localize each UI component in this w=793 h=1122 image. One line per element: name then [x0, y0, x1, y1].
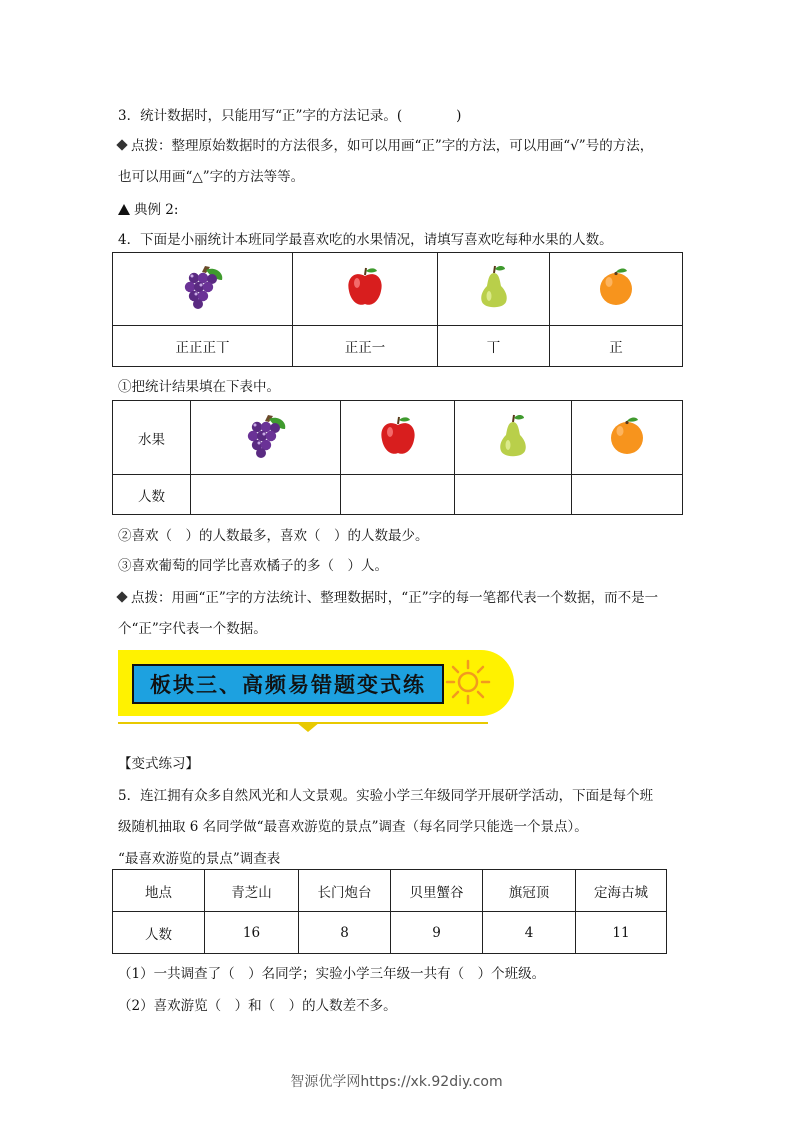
attractions-table	[112, 869, 667, 954]
apple-icon	[345, 267, 385, 307]
hint-3-line-1: 点拨：整理原始数据时的方法很多，如可以用画“正”字的方法，可以用画“√”号的方法，	[131, 138, 654, 154]
pear-icon	[476, 265, 512, 309]
value-cell: 9	[391, 912, 483, 954]
sub-question-1: ①把统计结果填在下表中。	[118, 379, 280, 395]
count-answer-cell[interactable]	[341, 475, 455, 515]
value-cell: 11	[576, 912, 667, 954]
orange-icon	[607, 416, 647, 456]
diamond-icon	[116, 591, 127, 602]
header-cell: 长门炮台	[299, 870, 391, 912]
header-cell: 地点	[113, 870, 205, 912]
header-cell: 旗冠顶	[483, 870, 576, 912]
section-banner	[118, 650, 514, 738]
hint-4-line-2: 个“正”字代表一个数据。	[118, 621, 267, 637]
question-5-sub-1: （1）一共调查了（ ）名同学；实验小学三年级一共有（ ）个班级。	[118, 966, 546, 982]
tally-cell: 正正一	[293, 326, 438, 367]
attractions-count-row	[113, 912, 667, 954]
count-answer-cell[interactable]	[191, 475, 341, 515]
fruit-cell	[341, 401, 455, 475]
question-5-line-1: 5．连江拥有众多自然风光和人文景观。实验小学三年级同学开展研学活动，下面是每个班	[118, 788, 654, 804]
banner-tip	[296, 722, 320, 732]
question-3: 3．统计数据时，只能用写“正”字的方法记录。( )	[118, 108, 462, 124]
fruit-cell	[113, 253, 293, 326]
header-cell: 定海古城	[576, 870, 667, 912]
count-row	[113, 475, 683, 515]
count-answer-cell[interactable]	[455, 475, 572, 515]
question-5-line-2: 级随机抽取 6 名同学做“最喜欢游览的景点”调查（每名同学只能选一个景点）。	[118, 819, 588, 835]
example-label: 典例 2:	[134, 202, 179, 218]
value-cell: 4	[483, 912, 576, 954]
count-fruit-row	[113, 401, 683, 475]
footer-watermark: 智源优学网https://xk.92diy.com	[290, 1074, 503, 1090]
grape-icon	[243, 413, 289, 459]
question-4: 4．下面是小丽统计本班同学最喜欢吃的水果情况，请填写喜欢吃每种水果的人数。	[118, 232, 613, 248]
orange-icon	[596, 267, 636, 307]
row-label: 人数	[113, 912, 205, 954]
banner-title-box	[132, 664, 444, 704]
triangle-icon	[118, 204, 130, 215]
hint-3-line-2: 也可以用画“△”字的方法等等。	[118, 169, 305, 185]
attractions-header-row	[113, 870, 667, 912]
fruit-cell	[550, 253, 683, 326]
table-caption: “最喜欢游览的景点”调查表	[118, 851, 281, 867]
tally-fruit-row	[113, 253, 683, 326]
fruit-cell	[572, 401, 683, 475]
fruit-cell	[293, 253, 438, 326]
hint-3	[118, 134, 653, 154]
sub-question-3: ③喜欢葡萄的同学比喜欢橘子的多（ ）人。	[118, 558, 388, 574]
header-cell: 青芝山	[205, 870, 299, 912]
value-cell: 8	[299, 912, 391, 954]
tally-table	[112, 252, 683, 367]
row-label: 水果	[113, 401, 191, 475]
apple-icon	[378, 416, 418, 456]
fruit-cell	[191, 401, 341, 475]
hint-4	[118, 586, 658, 606]
grape-icon	[180, 264, 226, 310]
fruit-cell	[438, 253, 550, 326]
tally-cell: 正正正丅	[113, 326, 293, 367]
tally-cell: 丅	[438, 326, 550, 367]
diamond-icon	[116, 139, 127, 150]
value-cell: 16	[205, 912, 299, 954]
count-answer-cell[interactable]	[572, 475, 683, 515]
header-cell: 贝里蟹谷	[391, 870, 483, 912]
tally-row	[113, 326, 683, 367]
hint-4-line-1: 点拨：用画“正”字的方法统计、整理数据时，“正”字的每一笔都代表一个数据，而不是一	[131, 590, 659, 606]
pear-icon	[495, 414, 531, 458]
example-heading	[118, 198, 178, 218]
count-table	[112, 400, 683, 515]
row-label: 人数	[113, 475, 191, 515]
sun-icon	[444, 658, 492, 706]
fruit-cell	[455, 401, 572, 475]
question-5-sub-2: （2）喜欢游览（ ）和（ ）的人数差不多。	[118, 998, 397, 1014]
banner-title: 板块三、高频易错题变式练	[150, 672, 426, 697]
tally-cell: 正	[550, 326, 683, 367]
variation-label: 【变式练习】	[118, 756, 199, 772]
sub-question-2: ②喜欢（ ）的人数最多，喜欢（ ）的人数最少。	[118, 528, 429, 544]
